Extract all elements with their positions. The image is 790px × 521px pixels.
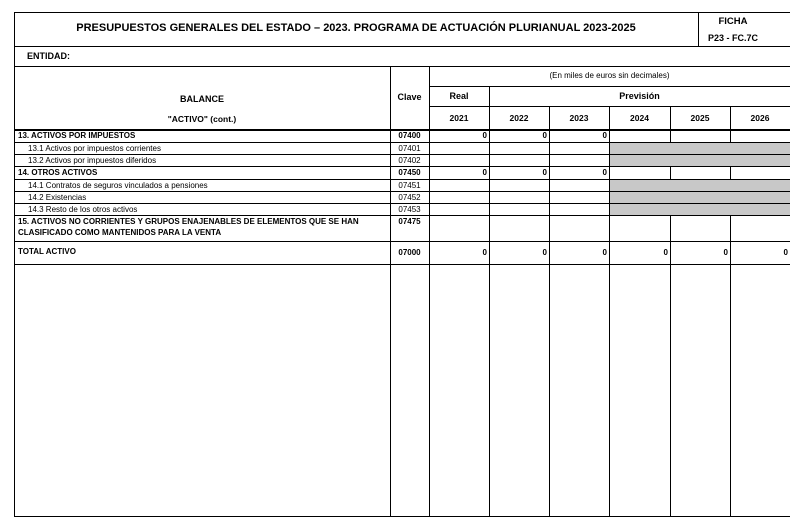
rule xyxy=(549,106,550,517)
row-clave: 07450 xyxy=(398,168,421,177)
row-clave: 07452 xyxy=(398,193,421,202)
total-value[interactable]: 0 xyxy=(542,248,547,257)
year-2023-heading: 2023 xyxy=(569,113,589,123)
document-title: PRESUPUESTOS GENERALES DEL ESTADO – 2023. PROGRAMA DE ACTUACIÓN PLURIANUAL 2023-2025 xyxy=(76,22,636,34)
row-clave: 07475 xyxy=(398,217,421,226)
row-label: 13.2 Activos por impuestos diferidos xyxy=(28,156,157,165)
year-2022-heading: 2022 xyxy=(509,113,529,123)
value-cell[interactable]: 0 xyxy=(602,131,607,140)
row-label: 14.3 Resto de los otros activos xyxy=(28,205,138,214)
rule xyxy=(609,106,610,517)
row-label: 15. ACTIVOS NO CORRIENTES Y GRUPOS ENAJENABLES DE ELEMENTOS QUE SE HAN xyxy=(18,217,359,226)
value-cell[interactable]: 0 xyxy=(542,131,547,140)
rule xyxy=(14,264,790,265)
total-value[interactable]: 0 xyxy=(723,248,728,257)
rule xyxy=(429,86,790,87)
rule xyxy=(670,106,671,517)
value-cell[interactable]: 0 xyxy=(482,131,487,140)
rule xyxy=(14,12,790,13)
row-clave: 07453 xyxy=(398,205,421,214)
units-note: (En miles de euros sin decimales) xyxy=(549,71,670,80)
value-cell[interactable]: 0 xyxy=(602,168,607,177)
shaded-cells xyxy=(610,143,790,167)
row-label: 14. OTROS ACTIVOS xyxy=(18,168,98,177)
total-clave: 07000 xyxy=(398,248,421,257)
rule xyxy=(14,66,790,67)
rule xyxy=(14,46,790,47)
year-2024-heading: 2024 xyxy=(630,113,649,123)
rule xyxy=(14,241,790,242)
year-2026-heading: 2026 xyxy=(750,113,770,123)
ficha-code: P23 - FC.7C xyxy=(707,33,758,43)
activo-heading: "ACTIVO" (cont.) xyxy=(167,114,237,124)
year-2025-heading: 2025 xyxy=(690,113,710,123)
rule xyxy=(730,106,731,517)
rule xyxy=(14,179,790,180)
row-clave: 07400 xyxy=(398,131,421,140)
value-cell[interactable]: 0 xyxy=(542,168,547,177)
row-label: 14.2 Existencias xyxy=(28,193,87,202)
rule xyxy=(14,203,790,204)
rule xyxy=(14,215,790,216)
rule xyxy=(14,516,790,517)
value-cell[interactable]: 0 xyxy=(482,168,487,177)
rule xyxy=(14,191,790,192)
total-label: TOTAL ACTIVO xyxy=(18,247,76,256)
balance-heading: BALANCE xyxy=(180,94,224,104)
clave-heading: Clave xyxy=(397,92,422,102)
row-label: 13.1 Activos por impuestos corrientes xyxy=(28,144,161,153)
ficha-label: FICHA xyxy=(718,16,748,27)
prevision-heading: Previsión xyxy=(619,91,660,101)
rule xyxy=(489,86,490,517)
row-label: 13. ACTIVOS POR IMPUESTOS xyxy=(18,131,136,140)
rule xyxy=(14,142,790,143)
rule xyxy=(14,154,790,155)
shaded-cells xyxy=(610,180,790,215)
total-value[interactable]: 0 xyxy=(663,248,668,257)
row-label-continued: CLASIFICADO COMO MANTENIDOS PARA LA VENTA xyxy=(18,228,222,237)
row-clave: 07402 xyxy=(398,156,421,165)
year-2021-heading: 2021 xyxy=(449,113,469,123)
total-value[interactable]: 0 xyxy=(602,248,607,257)
entity-label: ENTIDAD: xyxy=(27,51,70,61)
total-value[interactable]: 0 xyxy=(482,248,487,257)
real-heading: Real xyxy=(449,91,469,101)
row-clave: 07401 xyxy=(398,144,421,153)
row-label: 14.1 Contratos de seguros vinculados a pensiones xyxy=(28,181,208,190)
rule xyxy=(429,106,790,107)
row-clave: 07451 xyxy=(398,181,421,190)
total-value[interactable]: 0 xyxy=(783,248,788,257)
rule xyxy=(14,166,790,167)
